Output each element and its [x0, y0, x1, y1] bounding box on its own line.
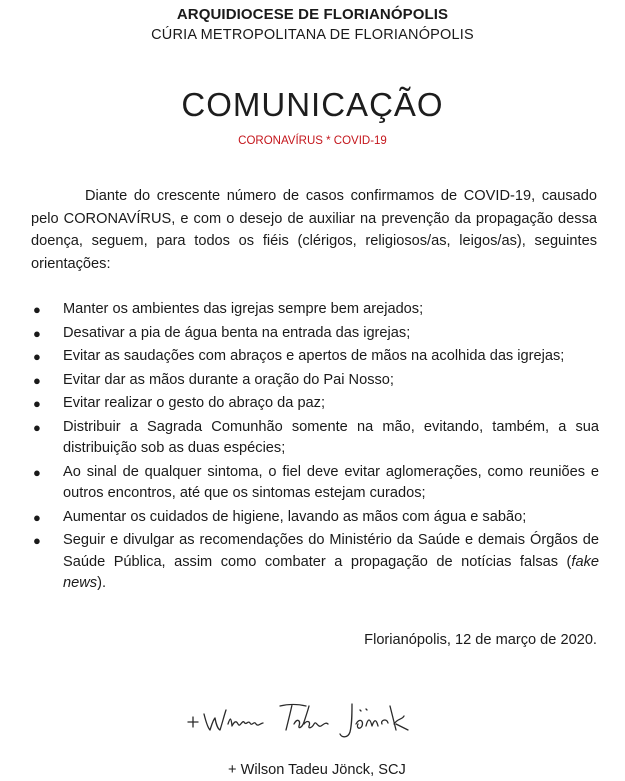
dateline: Florianópolis, 12 de março de 2020.	[364, 632, 597, 648]
guideline-emphasis: fake news	[63, 553, 599, 591]
document-topic: CORONAVÍRUS * COVID-19	[238, 135, 387, 147]
document-title: COMUNICAÇÃO	[181, 86, 444, 123]
list-item	[33, 323, 599, 345]
guidelines-list	[0, 299, 625, 597]
organization-subtitle: CÚRIA METROPOLITANA DE FLORIANÓPOLIS	[151, 27, 474, 43]
bullet-icon: ●	[33, 325, 41, 341]
guideline-text: Evitar dar as mãos durante a oração do Pai Nosso;	[63, 371, 394, 388]
list-item	[33, 507, 599, 529]
bullet-icon: ●	[33, 533, 41, 548]
intro-paragraph: Diante do crescente número de casos confirmamos de COVID-19, causado pelo CORONAVÍRUS, e com o desejo de auxiliar na prevenção da propagação dessa doença, seguem, para todos os fiéis (clérigos, religiosos/as, leigos/as), seguintes orientações:	[31, 188, 597, 272]
organization-name: ARQUIDIOCESE DE FLORIANÓPOLIS	[176, 6, 449, 23]
signature-caption: + Wilson Tadeu Jönck	[184, 696, 194, 697]
list-item	[33, 462, 599, 505]
list-item	[33, 370, 599, 392]
guideline-text: Manter os ambientes das igrejas sempre bem arejados;	[63, 301, 424, 317]
guideline-text: Aumentar os cuidados de higiene, lavando as mãos com água e sabão;	[63, 508, 527, 525]
list-item	[33, 299, 599, 321]
guideline-text: Seguir e divulgar as recomendações do Ministério da Saúde e demais Órgãos de Saúde Pública, assim como combater a propagação de notícias falsas (	[63, 532, 599, 570]
list-item	[33, 530, 599, 595]
list-item	[33, 346, 599, 368]
list-item	[33, 417, 599, 460]
list-item	[33, 393, 599, 415]
bullet-icon: ●	[33, 372, 41, 388]
guideline-text: Evitar as saudações com abraços e apertos de mãos na acolhida das igrejas;	[63, 348, 565, 364]
bullet-icon: ●	[33, 302, 41, 317]
bullet-icon: ●	[33, 509, 41, 525]
bullet-icon: ●	[33, 419, 41, 435]
bullet-icon: ●	[33, 396, 41, 411]
guideline-text: Evitar realizar o gesto do abraço da paz;	[63, 395, 326, 411]
bullet-icon: ●	[33, 464, 41, 480]
guideline-text: Distribuir a Sagrada Comunhão somente na mão, evitando, também, a sua distribuição sob as duas espécies;	[63, 418, 599, 456]
guideline-closing: ).	[97, 575, 106, 591]
guideline-text: Desativar a pia de água benta na entrada das igrejas;	[63, 324, 411, 341]
handwritten-signature	[184, 696, 464, 742]
signer-name: + Wilson Tadeu Jönck, SCJ	[228, 762, 406, 778]
guideline-text: Ao sinal de qualquer sintoma, o fiel deve evitar aglomerações, como reuniões e outros encontros, até que os sintomas estejam curados;	[63, 463, 599, 501]
bullet-icon: ●	[33, 349, 41, 364]
